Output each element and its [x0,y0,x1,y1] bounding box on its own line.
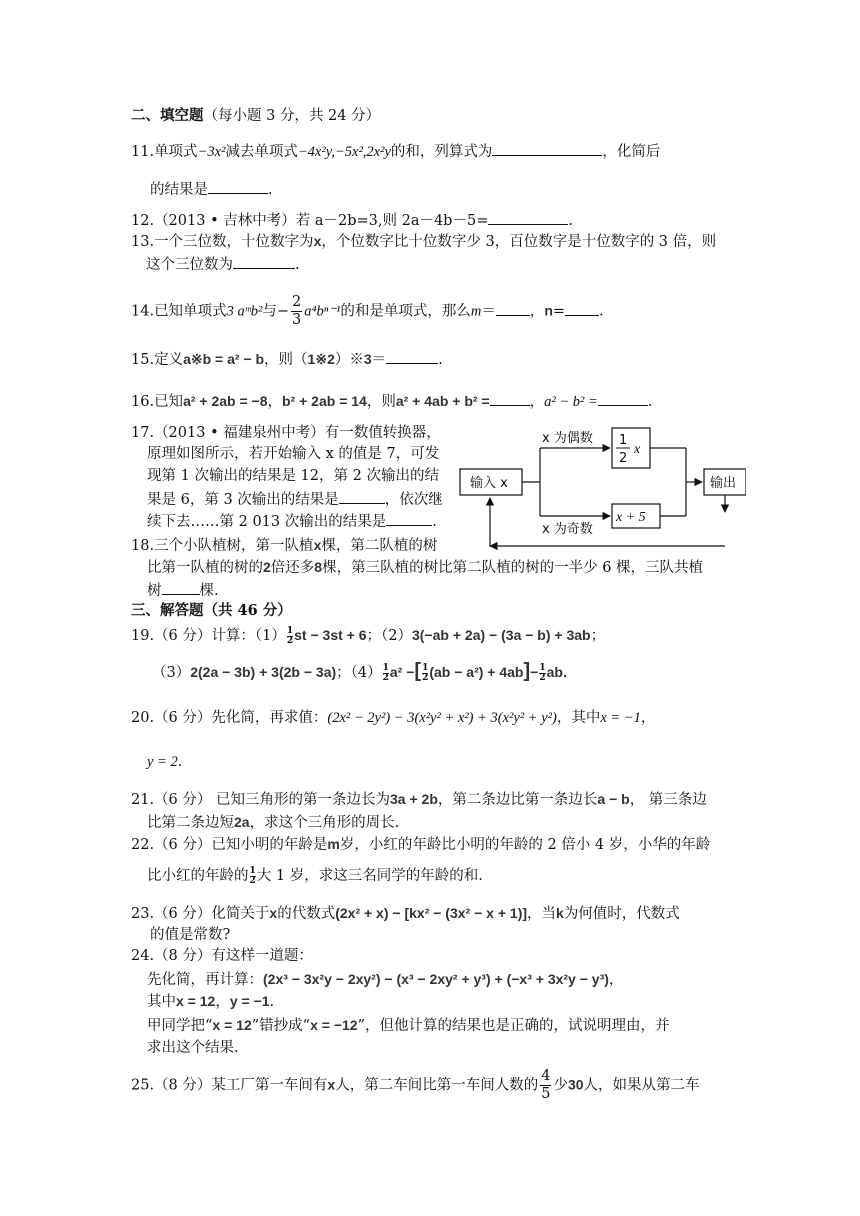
fraction-denominator: 2 [539,672,546,683]
question-text: . [568,213,573,229]
question-18-line-2 [147,557,703,578]
question-20-line-1 [131,708,655,728]
question-text: ”错抄成“ [251,1018,311,1034]
math-expression: (ab − a²) + 4ab [429,664,524,680]
question-text: 比小红的年龄的 [147,868,249,884]
question-text: ＝ [371,352,387,368]
math-variable: x [313,537,322,553]
answer-blank[interactable] [233,253,295,269]
question-text: 定义 [154,352,184,368]
question-text: . [432,514,437,530]
question-text: 21.（6 分） 已知三角形的第一条边长为 [131,792,391,808]
math-variable: x [313,233,322,249]
open-bracket: [ [414,660,422,682]
fraction [540,1068,551,1103]
question-text: ，当 [527,906,557,922]
math-expression: x = −1 [600,710,641,726]
question-text: 树 [147,583,162,599]
converter-diagram [456,424,746,554]
answer-blank[interactable] [496,300,530,316]
question-text: 已知 [154,394,184,410]
math-expression: 1※2 [307,351,335,367]
question-text: ， [529,394,545,410]
half-numerator: 1 [619,433,628,448]
question-24-line-3 [147,991,274,1012]
fraction [287,627,293,646]
question-text: . [268,182,273,198]
question-text: ，则 [366,394,396,410]
fraction [383,664,389,683]
fraction-denominator: 2 [422,672,429,683]
math-expression: (2x³ − 3x²y − 2xy²) − (x³ − 2xy² + y³) + (−x³ + 3x²y − y³) [263,971,609,987]
question-number: 14. [131,303,155,320]
math-variable: m [327,836,340,852]
question-text: . [438,352,443,368]
output-label: 输出 [710,476,737,491]
answer-blank[interactable] [339,488,385,504]
math-variable: n [544,302,553,319]
math-expression: 3a + 2b [390,791,438,807]
fraction-denominator: 2 [249,875,256,886]
question-18-line-3 [147,579,219,601]
math-number: 8 [314,559,323,575]
question-text: . [599,303,604,320]
question-text: 倍还多 [270,560,315,576]
math-variable: x [269,905,278,921]
fraction-numerator: 1 [382,662,389,673]
question-15 [131,348,443,370]
fraction [539,664,545,683]
question-text: 单项式 [154,144,198,160]
question-19-line-2 [152,661,567,683]
math-expression: 3 aᵐb² [226,303,263,320]
fraction-numerator: 1 [539,662,546,673]
question-18-line-1 [131,535,437,556]
answer-blank[interactable] [386,510,432,526]
question-text: 续下去……第 2 013 次输出的结果是 [147,514,387,530]
question-text: 比第一队植的树的 [147,560,263,576]
question-text: 这个三位数为 [146,257,233,273]
math-expression: − [530,664,539,680]
question-text: （3） [152,665,191,681]
question-text: ，化简后 [602,144,661,160]
question-17-line-4 [147,488,443,510]
question-22-line-2 [147,866,483,886]
math-expression: −3x² [197,144,226,160]
question-text: = [552,303,566,320]
question-14 [131,294,604,329]
question-24-line-5: 求出这个结果. [147,1040,239,1056]
half-denominator: 2 [619,451,628,466]
question-text: 为何值时，代数式 [563,906,680,922]
math-expression: a⁴bⁿ⁻¹ [304,303,341,320]
question-23-line-2: 的值是常数? [150,927,231,943]
fraction [250,867,256,886]
fraction [422,664,428,683]
math-expression: y = 2 [147,754,178,770]
math-expression: y = −1 [229,993,270,1009]
answer-blank[interactable] [208,178,268,194]
input-label: 输入 x [470,476,508,491]
question-17-line-5 [147,510,437,532]
answer-blank[interactable] [598,390,648,406]
question-number: 15. [131,352,155,368]
question-text: ＝ [481,303,496,320]
math-expression: 3 [363,351,372,367]
question-number: 16. [131,394,155,410]
question-text: 的结果是 [150,182,208,198]
question-text: . [647,394,653,410]
section-note: （共 46 分） [203,602,292,619]
section-title: 二、填空题 [131,107,204,124]
math-expression: −4x²y,−5x²,2x²y [297,144,391,160]
question-16 [131,390,652,412]
question-text: . [177,754,183,770]
fraction-numerator: 1 [249,865,256,876]
question-text: 一个三位数，十位数字为 [154,234,314,250]
question-text: 比第二条边短 [147,815,234,831]
question-text: ）※ [334,352,364,368]
question-text: ， [267,394,283,410]
question-23-line-1 [131,903,680,924]
fraction-numerator: 1 [422,662,429,673]
answer-blank[interactable] [488,209,568,225]
math-expression: st − 3st + 6 [294,627,367,643]
question-text: ，则（ [264,352,308,368]
question-24-line-2 [147,969,623,990]
question-text: 大 1 岁，求这三名同学的年龄的和. [256,868,483,884]
question-25 [131,1068,700,1103]
question-number: 13. [131,234,155,250]
question-text: 已知单项式 [154,303,227,320]
question-22-line-1 [131,834,710,855]
answer-blank[interactable] [490,390,530,406]
math-expression: x = 12 [176,993,216,1009]
question-text: 人，如果从第二车 [583,1077,700,1094]
question-17-line-3: 现第 1 次输出的结果是 12，第 2 次输出的结 [147,468,439,484]
question-text: ， [215,994,230,1010]
question-text: 的代数式 [277,906,336,922]
math-expression: a² + 2ab = −8 [183,393,268,409]
answer-blank[interactable] [565,300,599,316]
question-text: ， 第三条边 [629,792,707,808]
fraction-numerator: 1 [286,625,294,636]
math-number: 30 [567,1076,584,1093]
question-text: 的和，列算式为 [390,144,493,160]
question-text: 其中 [147,994,176,1010]
question-24-line-4 [147,1015,670,1036]
section-title: 三、解答题 [131,602,204,619]
question-text: 棵. [199,583,219,599]
math-expression: x = 12 [212,1017,252,1033]
question-number: 12. [131,213,155,229]
question-12 [131,209,573,231]
section-heading-fill-in [131,106,380,126]
math-variable: k [556,905,564,921]
math-expression: 2(2a − 3b) + 3(2b − 3a) [190,664,337,680]
question-text: （2013 • 吉林中考）若 a－2b=3,则 2a－4b－5= [154,213,489,229]
question-text: 20.（6 分）先化简，再求值： [131,710,328,726]
answer-blank[interactable] [162,579,200,595]
math-expression: (2x² + x) − [kx² − (3x² − x + 1)] [335,905,528,921]
answer-blank[interactable] [386,348,438,364]
question-text: ，个位数字比十位数字少 3，百位数字是十位数字的 3 倍，则 [321,234,717,250]
fraction-denominator: 3 [292,312,302,328]
question-11-line-1 [131,140,660,162]
question-text: ； [590,628,606,644]
question-text: ；（2） [366,628,413,644]
odd-label: x 为奇数 [542,522,593,537]
math-expression: a※b = a² − b [183,351,265,367]
math-expression: a² − [389,664,415,680]
answer-blank[interactable] [492,140,602,156]
section-note: （每小题 3 分，共 24 分） [203,108,381,124]
question-text: ， [529,303,545,320]
question-text: ”，但他计算的结果也是正确的，试说明理由，并 [357,1018,670,1034]
question-text: . [295,257,300,273]
math-expression: 3(−ab + 2a) − (3a − b) + 3ab [412,627,591,643]
question-text: ，求这个三角形的周长. [249,815,400,831]
fraction-denominator: 2 [382,672,389,683]
question-text: ， [640,710,656,726]
math-expression: b² + 2ab = 14 [282,393,367,409]
math-expression: a² + 4ab + b² = [395,393,490,409]
math-expression: a − b [597,791,630,807]
math-variable: m [470,303,482,320]
question-text: 的和是单项式，那么 [340,303,471,320]
question-text: ，依次继 [384,492,443,508]
question-text: （2013 • 福建泉州中考）有一数值转换器， [154,425,441,441]
math-expression: x = −12 [310,1017,358,1033]
close-bracket: ] [523,660,531,682]
question-number: 18. [131,538,155,554]
question-text: 岁，小红的年龄比小明的年龄的 2 倍小 4 岁，小华的年龄 [339,837,711,853]
question-text: 果是 6，第 3 次输出的结果是 [147,492,339,508]
question-text: ，其中 [556,710,601,726]
question-24-line-1: 24.（8 分）有这样一道题： [131,948,313,964]
question-17-line-2: 原理如图所示，若开始输入 x 的值是 7，可发 [147,446,440,462]
question-13-line-1 [131,231,716,252]
math-expression: a² − b² = [544,394,598,410]
question-17-line-1 [131,423,441,443]
question-text: 甲同学把“ [147,1018,213,1034]
question-text: 三个小队植树，第一队植 [154,538,314,554]
section-heading-solve [131,601,292,621]
math-expression: (2x² − 2y²) − 3(x²y² + x²) + 3(x²y² + y²) [327,710,557,726]
plus-five-label: x + 5 [616,510,646,525]
question-20-line-2 [147,752,182,772]
question-number: 11. [131,144,155,160]
question-text: 与− [262,303,289,320]
math-expression: 2a [234,814,250,830]
question-text: 23.（6 分）化简关于 [131,906,270,922]
even-label: x 为偶数 [542,431,593,446]
fraction-numerator: 4 [541,1068,551,1084]
question-text: ， [608,972,624,988]
question-text: ；（4） [336,665,382,681]
fraction-denominator: 2 [286,635,294,646]
math-variable: x [327,1076,336,1093]
half-variable: x [634,442,641,457]
question-text: 棵，第三队植的树比第二队植的树的一半少 6 棵，三队共植 [322,560,704,576]
question-text: 少 [553,1077,568,1094]
math-number: 2 [263,559,271,575]
question-11-line-2 [150,178,273,200]
question-13-line-2 [146,253,300,275]
question-text: 25.（8 分）某工厂第一车间有 [131,1077,328,1094]
question-text: 人，第二车间比第一车间人数的 [335,1077,539,1094]
fraction-denominator: 5 [541,1086,551,1102]
fraction [291,294,302,329]
question-text: 先化简，再计算： [147,972,263,988]
question-19-line-1 [131,625,605,646]
question-text: ，第二条边比第一条边长 [437,792,598,808]
question-text: 22.（6 分）已知小明的年龄是 [131,837,328,853]
question-text: 19.（6 分）计算：（1） [131,628,286,644]
question-text: . [269,994,275,1010]
fraction-numerator: 2 [292,294,302,310]
question-text: 减去单项式 [225,144,298,160]
question-text: 棵，第二队植的树 [321,538,438,554]
question-21-line-2 [147,812,399,833]
question-21-line-1 [131,789,707,810]
math-expression: ab. [546,664,567,680]
question-number: 17. [131,425,155,441]
